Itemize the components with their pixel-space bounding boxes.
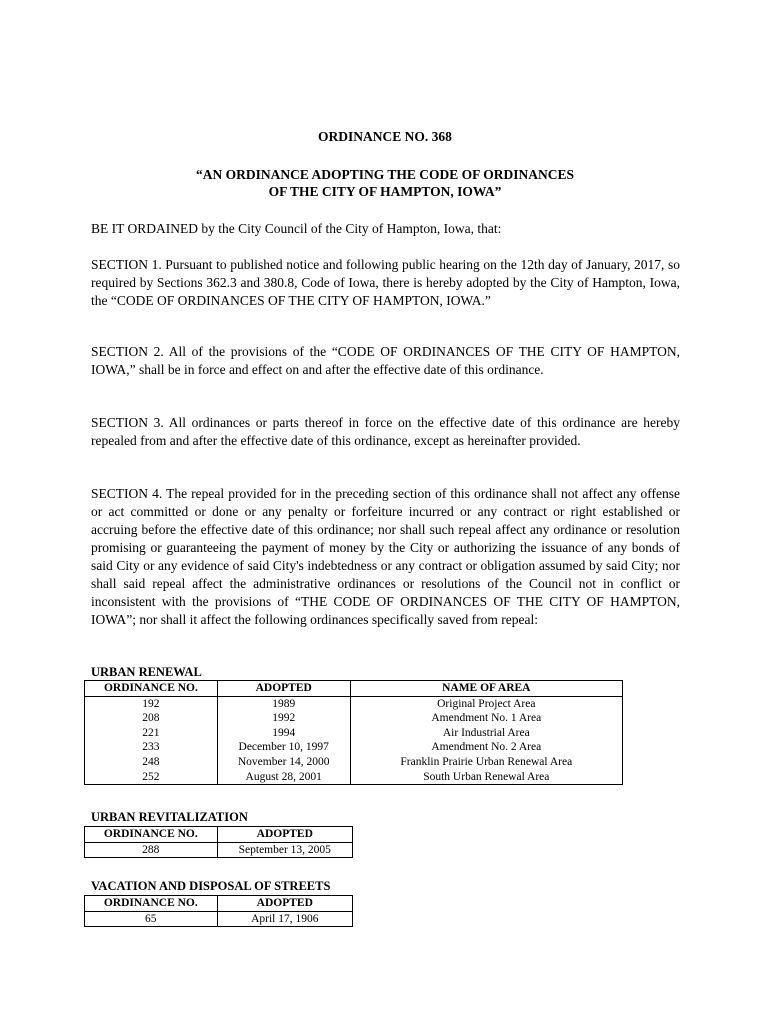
area-name-cell: South Urban Renewal Area <box>350 770 622 785</box>
ordinance-subtitle-line1: “AN ORDINANCE ADOPTING THE CODE OF ORDINANCES <box>195 167 575 182</box>
ordinance-no-cell: 65 <box>145 912 157 925</box>
area-name-cell: Amendment No. 2 Area <box>350 740 622 755</box>
adopted-cell: November 14, 2000 <box>217 755 350 770</box>
section-4-paragraph: SECTION 4. The repeal provided for in the preceding section of this ordinance shall not affect any offense or act committed or done or any penalty or forfeiture incurred or any contract or right established or accruing before the effective date of this ordinance; nor shall such repeal affect any ordinance or resolution promising or guaranteeing the payment of money by the City or authorizing the issuance of any bonds of said City or any evidence of said City's indebtedness or any contract or obligation assumed by said City; nor shall said repeal affect the administrative ordinances or resolutions of the Council not in conflict or inconsistent with the provisions of “THE CODE OF ORDINANCES OF THE CITY OF HAMPTON, IOWA”; nor shall it affect the following ordinances specifically saved from repeal: <box>91 486 680 627</box>
adopted-cell: December 10, 1997 <box>217 740 350 755</box>
urban-revitalization-heading: URBAN REVITALIZATION <box>91 810 248 824</box>
ordinance-subtitle-line2: OF THE CITY OF HAMPTON, IOWA” <box>268 184 502 199</box>
table-row <box>85 842 353 858</box>
ordinance-number-title: ORDINANCE NO. 368 <box>318 129 452 144</box>
ordinance-no-cell: 233 <box>142 741 160 754</box>
table-row <box>85 696 623 711</box>
ordinance-no-cell: 288 <box>142 843 160 856</box>
adopted-cell: 1994 <box>217 726 350 741</box>
table-header-row <box>85 827 353 843</box>
vacation-streets-heading: VACATION AND DISPOSAL OF STREETS <box>91 879 331 893</box>
section-3-paragraph: SECTION 3. All ordinances or parts thereof in force on the effective date of this ordinance are hereby repealed from and after the effective date of this ordinance, except as hereinafter provided. <box>91 415 680 448</box>
header-ordinance-no: ORDINANCE NO. <box>85 827 218 843</box>
adopted-cell: August 28, 2001 <box>217 770 350 785</box>
adopted-cell: 1989 <box>217 696 350 711</box>
header-ordinance-no: ORDINANCE NO. <box>85 896 218 912</box>
header-adopted: ADOPTED <box>217 896 352 912</box>
table-row <box>85 911 353 927</box>
table-header-row <box>85 681 623 697</box>
urban-revitalization-table <box>84 826 353 858</box>
ordinance-no-cell: 192 <box>142 697 160 710</box>
table-row <box>85 770 623 785</box>
ordinance-no-cell: 208 <box>142 712 160 725</box>
header-adopted: ADOPTED <box>217 827 352 843</box>
section-2-paragraph: SECTION 2. All of the provisions of the “CODE OF ORDINANCES OF THE CITY OF HAMPTON, IOWA,” shall be in force and effect on and after the effective date of this ordinance. <box>91 344 680 377</box>
header-ordinance-no: ORDINANCE NO. <box>85 681 218 697</box>
area-name-cell: Amendment No. 1 Area <box>350 711 622 726</box>
area-name-cell: Franklin Prairie Urban Renewal Area <box>350 755 622 770</box>
table-row <box>85 711 623 726</box>
section-1-paragraph: SECTION 1. Pursuant to published notice and following public hearing on the 12th day of January, 2017, so required by Sections 362.3 and 380.8, Code of Iowa, there is hereby adopted by the City of Hampton, Iowa, the “CODE OF ORDINANCES OF THE CITY OF HAMPTON, IOWA.” <box>91 257 680 308</box>
table-row <box>85 755 623 770</box>
ordinance-no-cell: 248 <box>142 755 160 768</box>
area-name-cell: Original Project Area <box>350 696 622 711</box>
table-header-row <box>85 896 353 912</box>
table-row <box>85 726 623 741</box>
header-adopted: ADOPTED <box>217 681 350 697</box>
vacation-streets-table <box>84 895 353 927</box>
ordinance-no-cell: 252 <box>142 770 160 783</box>
adopted-cell: April 17, 1906 <box>217 911 352 927</box>
area-name-cell: Air Industrial Area <box>350 726 622 741</box>
table-row <box>85 740 623 755</box>
adopted-cell: 1992 <box>217 711 350 726</box>
ordinance-no-cell: 221 <box>142 726 160 739</box>
header-name-of-area: NAME OF AREA <box>350 681 622 697</box>
urban-renewal-heading: URBAN RENEWAL <box>91 665 202 679</box>
intro-paragraph: BE IT ORDAINED by the City Council of the City of Hampton, Iowa, that: <box>91 221 502 236</box>
urban-renewal-table <box>84 680 623 785</box>
adopted-cell: September 13, 2005 <box>217 842 352 858</box>
